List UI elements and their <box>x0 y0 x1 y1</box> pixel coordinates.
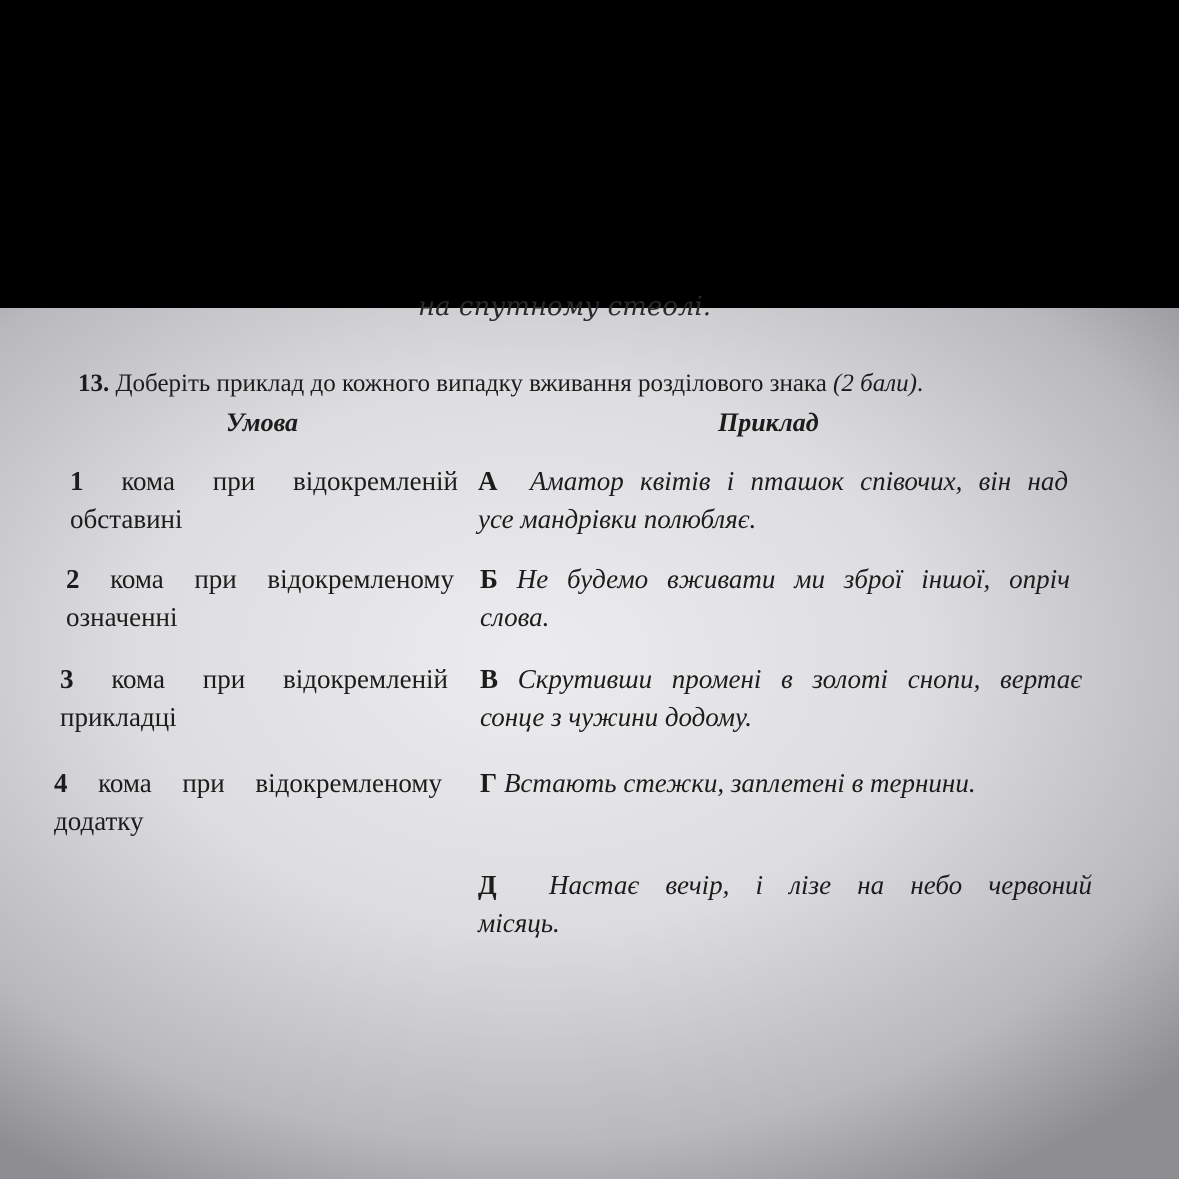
condition-number: 2 <box>66 564 80 594</box>
task-points: (2 бали) <box>833 370 917 397</box>
condition-item-4 <box>54 764 442 840</box>
condition-item-2 <box>66 560 454 636</box>
example-item-b <box>480 560 1070 636</box>
condition-line: 4 кома при відокремленому <box>54 768 442 798</box>
example-letter: А <box>478 466 498 496</box>
condition-number: 3 <box>60 664 74 694</box>
condition-item-1 <box>70 462 458 538</box>
cutoff-text: на спутному стеолі. <box>418 292 712 322</box>
condition-line: обставині <box>70 504 183 534</box>
condition-item-3 <box>60 660 448 736</box>
condition-line: 2 кома при відокремленому <box>66 564 454 594</box>
example-item-v <box>480 660 1082 736</box>
example-line: А Аматор квітів і пташок співочих, він над <box>478 466 1068 496</box>
condition-line: прикладці <box>60 702 177 732</box>
condition-line: 3 кома при відокремленій <box>60 664 448 694</box>
condition-number: 1 <box>70 466 84 496</box>
example-line: В Скрутивши промені в золоті снопи, вертає <box>480 664 1082 694</box>
header-example: Приклад <box>718 408 819 437</box>
header-condition: Умова <box>226 408 299 437</box>
example-line: усе мандрівки полюбляє. <box>478 504 757 534</box>
task-end: . <box>916 370 924 397</box>
condition-line: додатку <box>54 806 144 836</box>
example-letter: Д <box>478 870 497 900</box>
paper-sheet <box>0 292 1179 1179</box>
example-line: місяць. <box>478 908 560 938</box>
condition-line: означенні <box>66 602 178 632</box>
task-text: Доберіть приклад до кожного випадку вживання розділового знака <box>109 370 834 397</box>
condition-line: 1 кома при відокремленій <box>70 466 458 496</box>
task-title <box>78 370 923 398</box>
example-line: слова. <box>480 602 550 632</box>
example-item-d <box>478 866 1092 942</box>
example-letter: В <box>480 664 499 694</box>
condition-number: 4 <box>54 768 68 798</box>
example-letter: Б <box>480 564 498 594</box>
example-line: Г Встають стежки, заплетені в тернини. <box>480 768 976 798</box>
example-letter: Г <box>480 768 498 798</box>
example-item-g <box>480 764 1070 802</box>
example-line: Д Настає вечір, і лізе на небо червоний <box>478 870 1092 900</box>
task-number: 13. <box>78 370 110 397</box>
example-item-a <box>478 462 1068 538</box>
example-line: сонце з чужини додому. <box>480 702 753 732</box>
example-line: Б Не будемо вживати ми зброї іншої, опріч <box>480 564 1070 594</box>
